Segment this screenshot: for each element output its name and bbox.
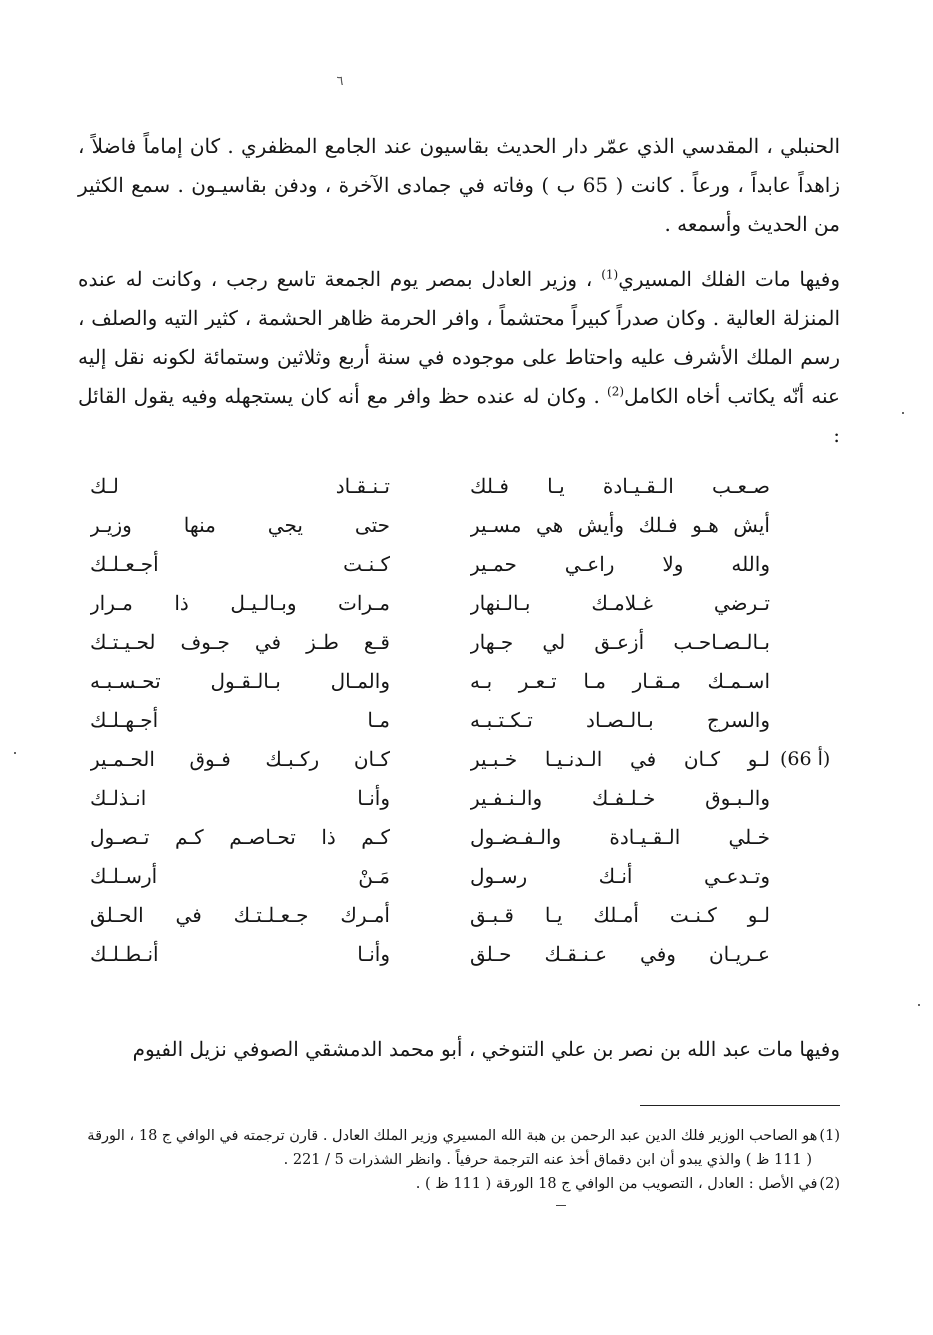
footnote-ref-1[interactable]: (1) [601,267,619,282]
paragraph-segment: ، وزير العادل بمصر يوم الجمعة تاسع رجب ، وكانت له عنده المنزلة العالية . وكان صدراً كبيراً محتشماً ، وافر الحرمة ظاهر الحشمة ، كثير التيه والصلف ، رسم الملك الأشرف عليه واحتاط على موجوده في سنة أربع وثلاثين وستمائة لكونه نقل إليه عنه أنّه يكاتب أخاه الكامل [78,267,840,408]
footnote-2 [78,1172,840,1196]
verse-first-hemistich: خـلي الـقـيـادة والـفـضـول [470,825,770,849]
scan-mark [556,1205,566,1206]
verse-second-hemistich: مَـنْ أرسـلـك [90,864,390,888]
verse-second-hemistich: مـا أجـهـلـك [90,708,390,732]
footnote-text: في الأصل : العادل ، التصويب من الوافي ج 18 الورقة ( 111 ظ ) . [415,1176,818,1192]
paragraph-text: الحنبلي ، المقدسي الذي عمّر دار الحديث بقاسيون عند الجامع المظفري . كان إماماً فاضلاً ، زاهداً عابداً ، ورعاً . كانت ( 65 ب ) وفاته في جمادى الآخرة ، ودفن بقاسيـون . سمع الكثير من الحديث وأسمعه . [78,134,840,236]
footnote-text: هو الصاحب الوزير فلك الدين عبد الرحمن بن هبة الله المسيري وزير الملك العادل . قارن ترجمته في الوافي ج 18 ، الورقة [87,1128,818,1144]
paragraph-hanbali [78,127,840,244]
verse-second-hemistich: كـنـت أجـعـلـك [90,552,390,576]
paragraph-text [78,260,840,455]
poem-verse [60,584,840,623]
verse-second-hemistich: والمـال بـالـقـول تحـسـبـه [90,669,390,693]
verse-first-hemistich: بـالـصـاحـب أزعـق لي جـهار [470,630,770,654]
scan-speck [902,412,904,414]
verse-second-hemistich: مـرات وبـالـيـل ذا مـرار [90,591,390,615]
verse-first-hemistich: تـرضي غـلامـك بـالـنهار [470,591,770,615]
folio-margin-note: (66 أ) [780,748,831,770]
paragraph-falak-masiri [78,260,840,455]
verse-second-hemistich: وأنـا أنـطـلـك [90,942,390,966]
verse-first-hemistich: لـو كـنـت أمـلك يـا قـبـق [470,903,770,927]
page-mark: ٦ [336,74,344,89]
footnote-1 [78,1124,840,1148]
poem-verse [60,623,840,662]
footnotes [78,1124,840,1196]
verse-second-hemistich: حتى يجي منها وزيـر [90,513,390,537]
verse-second-hemistich: وأنـا انـذلـك [90,786,390,810]
poem-verse [60,857,840,896]
poem-verse [60,779,840,818]
footnote-separator [640,1105,840,1106]
poem-verse [60,545,840,584]
verse-first-hemistich: عـريـان وفي عـنـقـك حـلق [470,942,770,966]
paragraph-segment: وفيها مات الفلك المسيري [618,267,840,291]
poem [60,467,840,974]
footnote-number: (1) [819,1128,840,1144]
poem-verse [60,701,840,740]
poem-verse [60,467,840,506]
verse-second-hemistich: كـم ذا تحـاصـم كـم تـصـول [90,825,390,849]
verse-second-hemistich: قـع طـز في جـوف لحـيـتـك [90,630,390,654]
scan-speck [918,1004,920,1006]
verse-first-hemistich: اسـمـك مـقـار مـا تـعـر بـه [470,669,770,693]
scan-speck [14,752,16,754]
footnote-1-continuation: ( 111 ظ ) والذي يبدو أن ابن دقماق أخذ عنه الترجمة حرفياً . وانظر الشذرات 5 / 221 . [283,1152,812,1168]
verse-first-hemistich: لـو كـان في الـدنـيـا خـبـير [470,747,770,771]
verse-first-hemistich: والـبـوق خـلـفـك والـنـفـير [470,786,770,810]
verse-second-hemistich: كـان ركـبـك فـوق الحـمـير [90,747,390,771]
poem-verse [60,506,840,545]
verse-first-hemistich: وتـدعـي أنـك رسـول [470,864,770,888]
poem-verse [60,740,840,779]
verse-first-hemistich: والله ولا راعـي حمـير [470,552,770,576]
poem-verse [60,818,840,857]
footnote-ref-2[interactable]: (2) [607,384,625,399]
poem-verse [60,935,840,974]
poem-verse [60,896,840,935]
poem-verse [60,662,840,701]
verse-first-hemistich: والسرج بـالـصـاد تـكـتـبـه [470,708,770,732]
paragraph-segment: . وكان له عنده حظ وافر مع أنه كان يستجهله وفيه يقول القائل : [78,384,840,447]
verse-first-hemistich: صـعـب الـقـيـادة يـا فـلك [470,474,770,498]
verse-second-hemistich: أمـرك جـعـلـتـك في الحـلق [90,903,390,927]
closing-paragraph: وفيها مات عبد الله بن نصر بن علي التنوخي ، أبو محمد الدمشقي الصوفي نزيل الفيوم [132,1037,840,1061]
verse-second-hemistich: تـنـقـاد لـك [90,474,390,498]
verse-first-hemistich: أيش هـو فـلك وأيش هي مسـير [470,513,770,537]
footnote-number: (2) [819,1176,840,1192]
